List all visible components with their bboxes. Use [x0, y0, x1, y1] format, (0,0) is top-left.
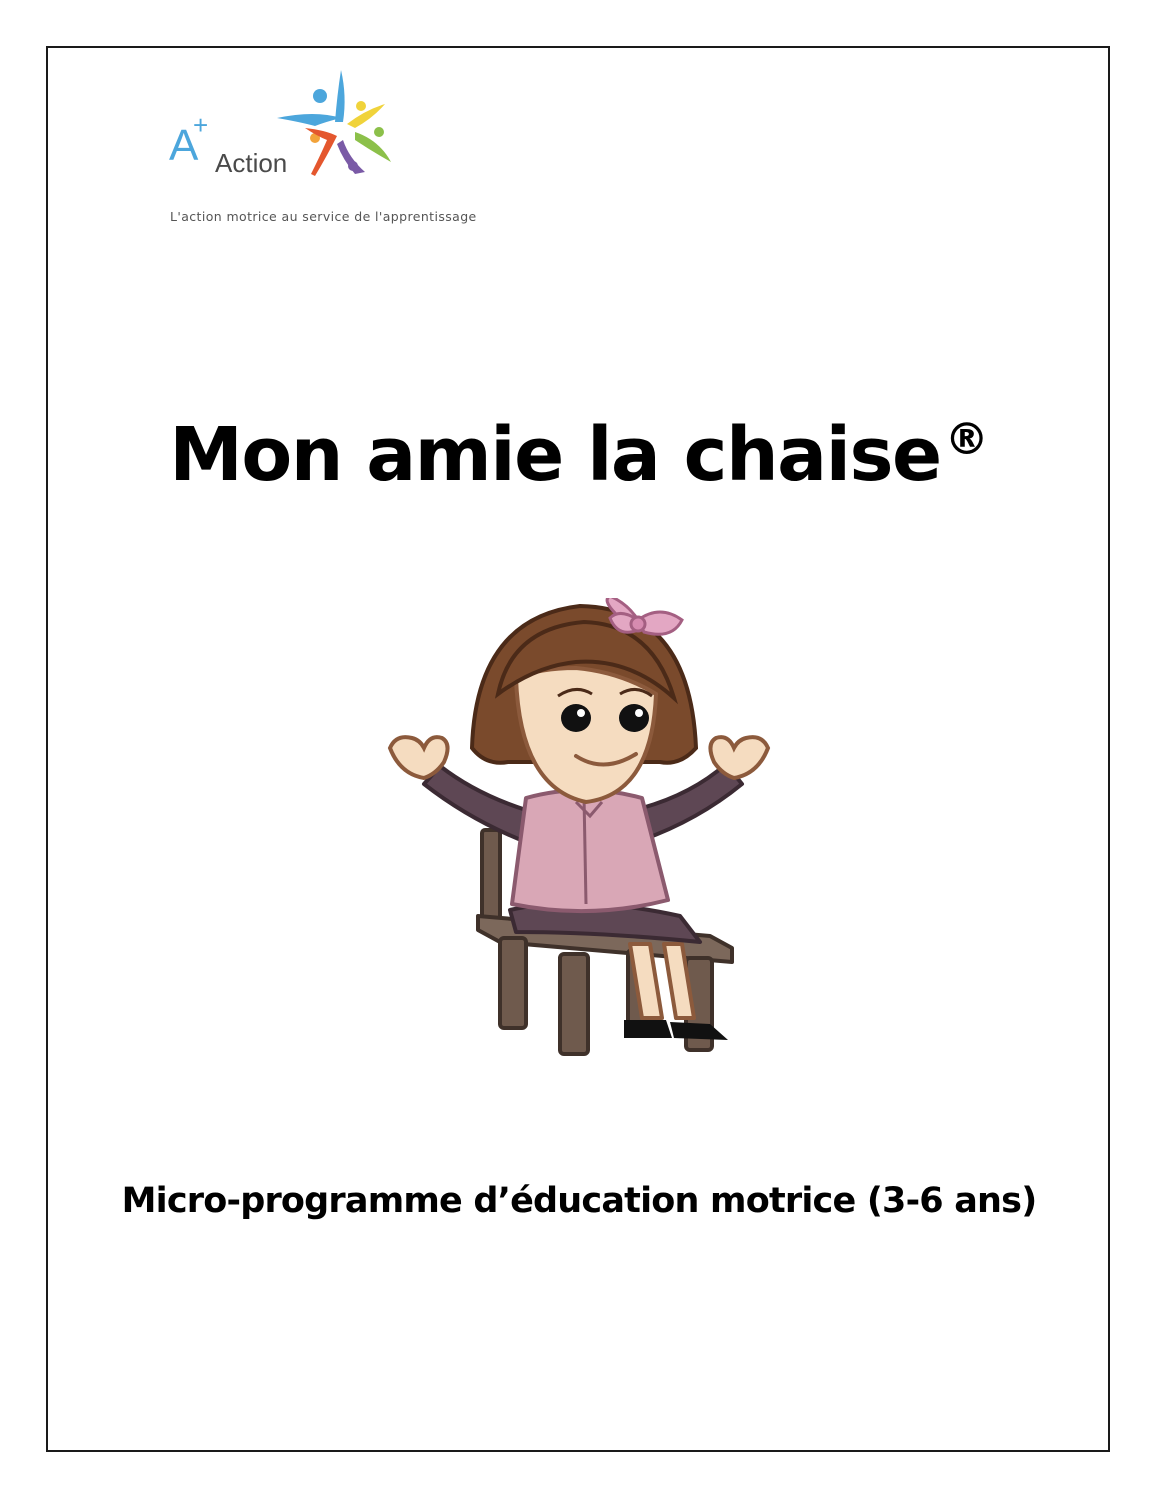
wordmark-a: A — [169, 121, 199, 170]
registered-mark: ® — [944, 414, 989, 465]
title-text: Mon amie la chaise — [169, 412, 941, 498]
wordmark — [165, 66, 325, 186]
bow-icon — [607, 598, 682, 634]
wordmark-action: Action — [215, 148, 288, 178]
page-title — [0, 412, 1158, 498]
girl-sitting-on-chair-illustration — [380, 598, 780, 1068]
logo — [165, 66, 405, 186]
tagline: L'action motrice au service de l'apprentissage — [170, 209, 477, 224]
wordmark-plus: + — [193, 110, 209, 140]
subtitle: Micro-programme d’éducation motrice (3-6 ans) — [121, 1181, 1037, 1221]
